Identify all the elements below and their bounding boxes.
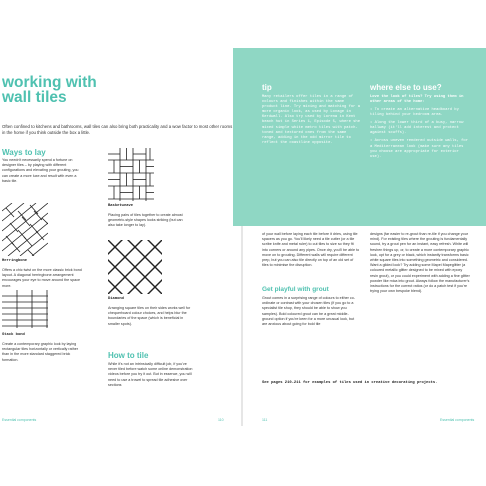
where-else-item: • Across uneven rendered outside walls, for a Mediterranean look (make sure any tiles you choose are appropriate for exterior use). (370, 139, 468, 159)
tip-heading: tip (262, 83, 272, 92)
diamond-pattern (108, 240, 162, 294)
how-to-tile-body: While it's not an intrinsically difficult job, if you've never tiled before watch some online demonstration videos before you try it out. But in essence, you will need to use a trowel to spread tile adhesive over sections (108, 362, 193, 387)
left-page-number: 110 (218, 418, 224, 422)
where-else-item: • To create an alternative headboard by tiling behind your bedroom area. (370, 108, 459, 118)
diamond-caption: Diamond (108, 297, 124, 301)
title-line-1: working with (2, 74, 97, 91)
right-col2-text: designs (far easier to re-grout than re-tile if you change your mind). For existing tiles where the grouting is fundamentally sound, try a grout pen for an instant, easy refresh. White will freshen things up, or, to create a more contemporary graphic look, opt for a grey or black, which instantly transforms basic white square tiles into something geometric and considered. Want a gilded look? Try adding some Mapei Mapeglitter (a coloured metallic glitter designed to be mixed with epoxy resin grout), or you could experiment with adding a fine glitter powder like mica into grout. Always follow the manufacturer's instructions for the correct ratios (or do a patch test if you're trying your own bespoke blend). (370, 232, 470, 294)
right-col1-text: of your wall before laying each tile before it dries, using tile spacers as you go. You'll likely need a tile cutter (or a tile scribe knife and metal ruler) to cut tiles to size so they fit into corners or around any pipes. Once dry, you'll be able to move on to grouting. Different walls will require different prep, but you can also tile directly on top of an old set of tiles to minimise the disruption. (262, 232, 360, 268)
herringbone-caption: Herringbone (2, 259, 28, 263)
how-to-tile-heading: How to tile (108, 351, 149, 360)
where-else-list (370, 108, 472, 160)
ways-body: You needn't necessarily spend a fortune on designer tiles – by playing with different configurations and elevating your grouting, you can create a more luxe and result with even a basic tile. (2, 158, 79, 183)
see-pages-note: See pages 210-211 for examples of tiles used in creative decorating projects. (262, 381, 438, 385)
stack-bond-caption: Stack bond (2, 333, 25, 337)
grout-heading: Get playful with grout (262, 286, 329, 293)
basketweave-body: Placing pairs of tiles together to create almost geometric-style shapes looks striking (but can also take longer to lay). (108, 213, 183, 228)
ways-to-lay-heading: Ways to lay (2, 148, 46, 157)
where-else-item-text: Across uneven rendered outside walls, for a Mediterranean look (make sure any tiles you choose are appropriate for exterior use). (370, 139, 468, 159)
where-else-heading: where else to use? (370, 83, 442, 92)
herringbone-body: Offers a chic twist on the more classic brick bond layout. A diagonal herringbone arrangement encourages your eye to move around the space more. (2, 268, 82, 288)
where-else-item-text: Along the lower third of a busy, narrow hallway (it'll add interest and protect against scuffs). (370, 121, 464, 136)
stack-bond-pattern (2, 290, 48, 328)
intro-text: Often confined to kitchens and bathrooms, wall tiles can also bring both practicality and a wow factor to most other rooms in the home if you think outside the box a little. (2, 124, 233, 135)
basketweave-pattern (108, 148, 154, 201)
stack-bond-body: Create a contemporary graphic look by laying rectangular tiles horizontally or vertically rather than in the more standard staggered brick formation. (2, 342, 79, 362)
title-line-2: wall tiles (2, 89, 67, 106)
right-footer-label: Essential components (440, 418, 475, 422)
grout-body: Grout comes in a surprising range of colours to either co-ordinate or contrast with your chosen tiles (if you go to a specialist tile shop, they should be able to show you samples). Bold coloured grout can be a great middle-ground option if you're keen for a more unusual look, but are anxious about going for bold tile (262, 296, 356, 327)
basketweave-caption: Basketweave (108, 204, 134, 208)
tip-body: Many retailers offer tiles in a range of colours and finishes within the same product line. Try mixing and matching for a more organic look, as used by Lovage in Kerdwall. Also try used by Lorena in Kent beach hut in Series 1, Episode 5, where she mixed simple white metro tiles with patch-toned and textured ones from the same range, adding in the odd mirror tile to reflect the coastline opposite. (262, 95, 360, 145)
diamond-body: Arranging square tiles on their sides works well for chequerboard colour choices, and helps blur the boundaries of the space (which is beneficial in smaller spots). (108, 306, 191, 326)
left-footer-label: Essential components (2, 418, 37, 422)
where-else-intro: Love the look of tiles? Try using them in other areas of the home: (370, 95, 464, 105)
where-else-item: • Along the lower third of a busy, narrow hallway (it'll add interest and protect against scuffs). (370, 121, 464, 136)
where-else-item-text: To create an alternative headboard by tiling behind your bedroom area. (370, 108, 459, 118)
page-title (2, 75, 97, 105)
right-page-number: 111 (262, 418, 268, 422)
herringbone-pattern (2, 203, 48, 256)
